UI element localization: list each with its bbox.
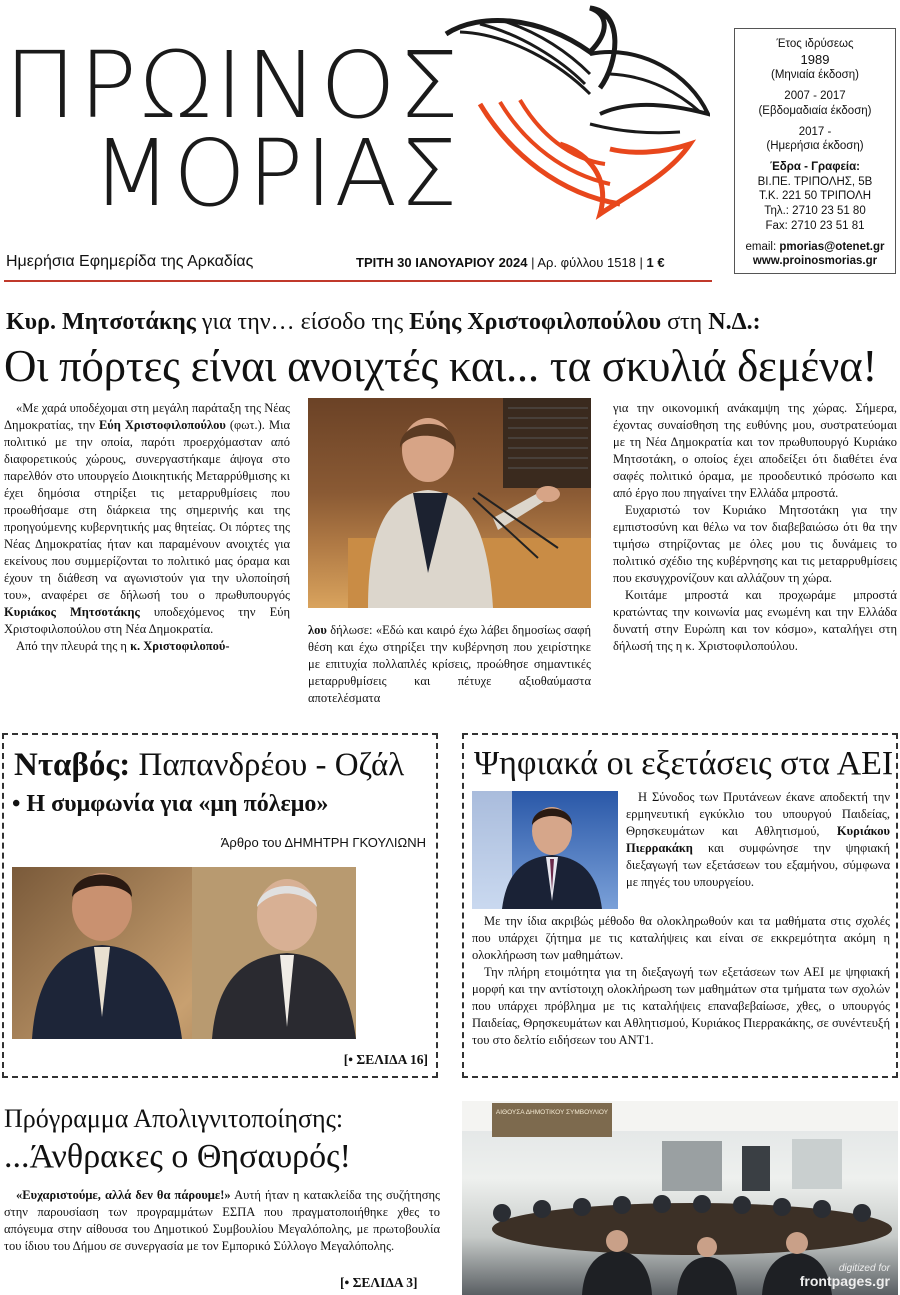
ntavos-title-rest: Παπανδρέου - Οζάλ (130, 747, 405, 783)
lead-col2-text: δήλωσε: «Εδώ και καιρό έχω λάβει δημοσίως σαφή θέση και έχω στηρίξει την κυβέρνηση που χειρίστηκε με επιτυχία πολλαπλές κρίσεις, προώθησε σημαντικές μεταρρυθμίσεις και πέτυχε αξιοθαύμαστα αποτελέσματα (308, 623, 591, 705)
issue-number: | Αρ. φύλλου 1518 | (527, 255, 647, 270)
kicker-text-2: στη (661, 309, 709, 335)
lead-col3-p3: Κοιτάμε μπροστά και προχωράμε μπροστά κρατώντας την κοινωνία μας ενωμένη και την Ελλάδα δυνατή στην Ευρώπη και τον κόσμο», καταλήγει στη δήλωσή της η κ. Χριστοφιλοπούλου. (613, 588, 897, 653)
phone: Τηλ.: 2710 23 51 80 (764, 205, 866, 218)
masthead-title-line1: ΠΡΩΙΝΟΣ (4, 32, 462, 139)
ntavos-title (14, 749, 404, 782)
weekly-years: 2007 - 2017 (784, 90, 846, 103)
minister-portrait-illustration (472, 791, 618, 909)
ntavos-title-bold: Νταβός: (14, 747, 131, 783)
lignite-page-ref[interactable]: [• ΣΕΛΙΔΑ 3] (340, 1275, 418, 1290)
lead-col1-pm-name: Κυριάκος Μητσοτάκης (4, 605, 140, 619)
ntavos-byline: Άρθρο του ΔΗΜΗΤΡΗ ΓΚΟΥΛΙΩΝΗ (220, 835, 426, 850)
fax: Fax: 2710 23 51 81 (765, 219, 865, 232)
christofilopoulou-photo (308, 398, 591, 608)
lead-kicker (6, 309, 761, 336)
email-label: email: (745, 240, 780, 253)
address-line2: Τ.Κ. 221 50 ΤΡΙΠΟΛΗ (758, 190, 872, 203)
credit-line1: digitized for (838, 1262, 890, 1274)
founded-label: Έτος ιδρύσεως (776, 38, 854, 50)
kicker-party: Ν.Δ.: (708, 309, 761, 335)
weekly-edition: (Εβδομαδιαία έκδοση) (758, 104, 872, 117)
exams-title: Ψηφιακά οι εξετάσεις στα ΑΕΙ (474, 745, 894, 782)
credit-line2: frontpages.gr (799, 1272, 890, 1289)
issue-date: ΤΡΙΤΗ 30 ΙΑΝΟΥΑΡΙΟΥ 2024 (356, 255, 528, 270)
masthead-dateline (356, 255, 665, 270)
kicker-text-1: για την… είσοδο της (195, 309, 410, 335)
papandreou-ozal-photo (12, 867, 356, 1039)
address-line1: ΒΙ.ΠΕ. ΤΡΙΠΟΛΗΣ, 5Β (757, 175, 873, 188)
office-label: Έδρα - Γραφεία: (769, 160, 861, 173)
dove-logo-icon (440, 4, 710, 226)
lignite-text: Αυτή ήταν η κατακλείδα της συζήτησης στην παρουσίαση των προγραμμάτων ΕΣΠΑ που πραγματοποιήθηκε χθες το απόγευμα στην αίθουσα του Δημοτικού Συμβουλίου Μεγαλόπολης, με πρωτοβουλία του ίδιου του Δήμου σε συνεργασία με τον Εμπορικό Σύλλογο Μεγαλόπολης. (4, 1188, 440, 1253)
lead-col1-p2-name: κ. Χριστοφιλοπού- (130, 639, 230, 653)
lead-col1-p2-text: Από την πλευρά της η (16, 639, 131, 653)
email-link[interactable]: pmorias@otenet.gr (779, 240, 885, 253)
lead-col1-text-e: υποδεχόμενος την Εύη Χριστοφιλοπούλου στη Νέα Δημοκρατία. (4, 605, 290, 636)
monthly-edition: (Μηνιαία έκδοση) (770, 69, 859, 82)
founded-year: 1989 (800, 51, 830, 67)
exams-p2: Με την ίδια ακριβώς μέθοδο θα ολοκληρωθούν και τα μαθήματα στις σχολές που υπάρχει ζήτημα με τις καταλήψεις και είναι σε εκκρεμότητα ακόμη η ολοκλήρωση των μαθημάτων. (472, 914, 890, 962)
lead-col1-text-c: (φωτ.). Μια πολιτικό με την οποία, παρότι προερχόμασταν από διαφορετικούς χώρους, συνεργαστήκαμε άψογα στο παρελθόν στο υπουργείο Διοικητικής Μεταρρύθμισης κι έχει δημόσια στηρίξει τις μεταρρυθμίσεις που προωθήσαμε στη διάρκεια της σημερινής και της προηγούμενης κυβερνητικής μας θητείας. Οι πόρτες της Νέας Δημοκρατίας ήταν και παραμένουν ανοιχτές για εκείνους που συμμερίζονται το πολιτικό μας όραμα και έχουν τη διάθεση να αγωνιστούν για την υλοποίησή του», αναφέρει σε δήλωσή του ο πρωθυπουργός (4, 418, 290, 602)
lead-column-1 (4, 400, 290, 655)
website-link[interactable]: www.proinosmorias.gr (752, 255, 878, 268)
lead-col1-text-a: «Με χαρά υποδέχομαι στη μεγάλη παράταξη της Νέας Δημοκρατίας, την (4, 401, 290, 432)
lead-col2-name-end: λου (308, 623, 327, 637)
lignite-quote: «Ευχαριστούμε, αλλά δεν θα πάρουμε!» (16, 1188, 231, 1202)
daily-years: 2017 - (798, 125, 832, 138)
ntavos-subtitle: • Η συμφωνία για «μη πόλεμο» (12, 791, 329, 817)
two-leaders-illustration (12, 867, 356, 1039)
lignite-title-line2[interactable]: ...Άνθρακες ο Θησαυρός! (4, 1138, 351, 1175)
lignite-body (4, 1187, 440, 1255)
exams-article-box[interactable] (462, 733, 898, 1078)
exams-p3: Την πλήρη ετοιμότητα για τη διεξαγωγή των εξετάσεων των ΑΕΙ με ψηφιακή μορφή και την αντίστοιχη ολοκλήρωση των μαθημάτων στα τμήματα των σχολών που υπάρχει πρόβλημα με τις καταλήψεις επαναβεβαίωσε, χθες, ο υπουργός Παιδείας, Θρησκευμάτων και Αθλητισμού, Κυριάκος Πιερρακάκης, σε συνέντευξή του στο δελτίο ειδήσεων του ΑΝΤ1. (472, 965, 890, 1047)
exams-p1-a: Η Σύνοδος των Πρυτάνεων έκανε αποδεκτή την ερμηνευτική εγκύκλιο του υπουργού Παιδείας, Θρησκευμάτων και Αθλητισμού, (626, 790, 890, 838)
exams-minister-name: Κυριάκου Πιερρακάκη (626, 824, 890, 855)
lead-column-3 (613, 400, 897, 655)
lead-col1-name: Εύη Χριστοφιλοπούλου (98, 418, 226, 432)
lead-column-2 (308, 622, 591, 707)
kicker-name-christofilopoulou: Εύης Χριστοφιλοπούλου (409, 309, 662, 335)
exams-intro (626, 789, 890, 891)
ntavos-page-ref[interactable]: [• ΣΕΛΙΔΑ 16] (343, 1052, 428, 1067)
room-sign: ΑΙΘΟΥΣΑ ΔΗΜΟΤΙΚΟΥ ΣΥΜΒΟΥΛΙΟΥ (495, 1109, 609, 1116)
kicker-name-mitsotakis: Κυρ. Μητσοτάκης (6, 309, 196, 335)
daily-edition: (Ημερήσια έκδοση) (766, 140, 864, 153)
issue-price: 1 € (646, 255, 665, 270)
parliament-speaker-illustration (308, 398, 591, 608)
masthead-rule (4, 280, 712, 282)
exams-body (472, 913, 890, 1049)
ntavos-article-box[interactable] (2, 733, 438, 1078)
exams-p1-c: και συμφώνησε την ψηφιακή διεξαγωγή των εξετάσεων του εξαμήνου, σύμφωνα με πηγές του υπουργείου. (626, 841, 890, 889)
masthead-tagline: Ημερήσια Εφημερίδα της Αρκαδίας (6, 253, 254, 270)
lead-col3-p2: Ευχαριστώ τον Κυριάκο Μητσοτάκη για την εμπιστοσύνη και θέλω να τον διαβεβαιώσω ότι θα την τιμήσω στηρίζοντας με όλες μου τις δυνάμεις το πολιτικό σχέδιο της κυβέρνησης και τις μεταρρυθμίσεις που εκσυγχρονίζουν και αλλάζουν τη χώρα. (613, 503, 897, 585)
photo-credit (800, 1263, 890, 1289)
lead-col3-p1: για την οικονομική ανάκαμψη της χώρας. Σήμερα, έχοντας συναίσθηση της ευθύνης μου, συστρατεύομαι με τη Νέα Δημοκρατία και τον πρωθυπουργό Κυριάκο Μητσοτάκη, ο οποίος έχει αποδείξει ότι διαθέτει ένα σαφές πολιτικό όραμα, με προοδευτικό πρόσωπο και από έργο που πηγαίνει την Ελλάδα μπροστά. (613, 401, 897, 500)
publisher-info-box (734, 28, 896, 274)
pierrakakis-photo (472, 791, 618, 909)
masthead-title-line2: ΜΟΡΙΑΣ (92, 120, 460, 227)
lignite-title-line1[interactable]: Πρόγραμμα Απολιγνιτοποίησης: (4, 1104, 344, 1133)
megalopoli-meeting-photo (462, 1101, 898, 1295)
lead-headline[interactable]: Οι πόρτες είναι ανοιχτές και... τα σκυλιά δεμένα! (4, 341, 878, 391)
